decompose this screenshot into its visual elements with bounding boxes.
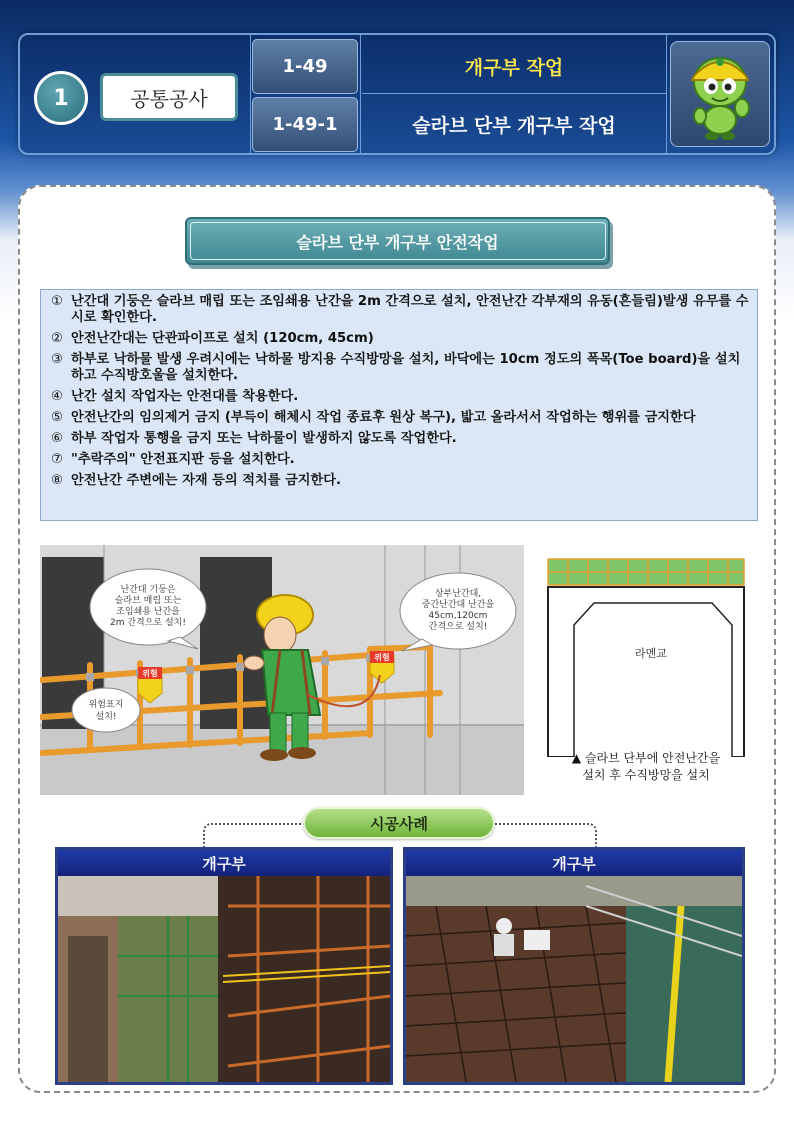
bubble-sign-line: 설치! bbox=[95, 712, 117, 722]
rule-text: 안전난간대는 단관파이프로 설치 (120cm, 45cm) bbox=[71, 331, 374, 346]
rahmen-bridge-diagram bbox=[534, 535, 758, 757]
danger-sign-label: 위험 bbox=[374, 653, 390, 662]
bubble-right-line: 상부난간대, bbox=[434, 589, 482, 599]
rule-text: 안전난간 주변에는 자재 등의 적치를 금지한다. bbox=[71, 473, 342, 488]
photo-title: 개구부 bbox=[406, 850, 742, 876]
bubble-sign-line: 위험표지 bbox=[88, 700, 124, 710]
worker-railing-drawing bbox=[40, 545, 524, 795]
rule-number: ① bbox=[51, 294, 63, 309]
diagram-caption-line: ▲ 슬라브 단부에 안전난간을 bbox=[571, 751, 721, 765]
safety-rules-list bbox=[40, 289, 758, 521]
railing-illustration bbox=[40, 545, 524, 795]
safety-rule-item bbox=[51, 352, 749, 384]
photo-image bbox=[58, 876, 390, 1082]
header-divider bbox=[666, 35, 667, 153]
rule-number: ⑦ bbox=[51, 452, 63, 467]
examples-label: 시공사례 bbox=[303, 807, 495, 839]
diagram-caption bbox=[534, 750, 758, 784]
page-subtitle: 슬라브 단부 개구부 작업 bbox=[412, 115, 616, 137]
rule-text: 하부 작업자 통행을 금지 또는 낙하물이 발생하지 않도록 작업한다. bbox=[71, 431, 457, 446]
bubble-left-line: 슬라브 매립 또는 bbox=[114, 596, 182, 606]
category-label: 공통공사 bbox=[100, 73, 238, 121]
diagram-label: 라멘교 bbox=[635, 647, 667, 660]
header-divider bbox=[250, 35, 251, 153]
rule-number: ③ bbox=[51, 352, 63, 367]
rule-text: 난간 설치 작업자는 안전대를 착용한다. bbox=[71, 389, 299, 404]
bridge-section-drawing bbox=[534, 535, 758, 757]
mascot-panel bbox=[670, 41, 770, 147]
construction-photo-left bbox=[58, 876, 390, 1082]
construction-photo-right bbox=[406, 876, 742, 1082]
bubble-right-line: 간격으로 설치! bbox=[428, 622, 488, 632]
rule-text: 안전난간의 임의제거 금지 (부득이 해체시 작업 종료후 원상 복구), 밟고 올라서서 작업하는 행위를 금지한다 bbox=[71, 410, 696, 425]
chapter-number-badge: 1 bbox=[34, 71, 88, 125]
bubble-right-line: 중간난간대 난간을 bbox=[421, 600, 495, 610]
section-title-box bbox=[185, 217, 610, 265]
bubble-left-line: 조임쇄용 난간을 bbox=[116, 607, 180, 617]
rule-text: 난간대 기둥은 슬라브 매립 또는 조임쇄용 난간을 2m 간격으로 설치, 안전난간 각부재의 유동(흔들림)발생 유무를 수시로 확인한다. bbox=[71, 294, 749, 325]
example-photo-1 bbox=[55, 847, 393, 1085]
rule-number: ⑧ bbox=[51, 473, 63, 488]
safety-rule-item bbox=[51, 389, 749, 405]
page-header bbox=[18, 33, 776, 155]
example-photo-2 bbox=[403, 847, 745, 1085]
rule-text: "추락주의" 안전표지판 등을 설치한다. bbox=[71, 452, 295, 467]
safety-rule-item bbox=[51, 431, 749, 447]
bubble-left-line: 2m 간격으로 설치! bbox=[110, 618, 186, 628]
header-divider bbox=[360, 35, 361, 153]
rule-text: 하부로 낙하물 발생 우려시에는 낙하물 방지용 수직방망을 설치, 바닥에는 10cm 정도의 폭목(Toe board)을 설치하고 수직방호울을 설치한다. bbox=[71, 352, 741, 383]
content-panel bbox=[18, 185, 776, 1093]
section-code-main: 1-49 bbox=[252, 39, 358, 94]
rule-number: ⑥ bbox=[51, 431, 63, 446]
diagram-caption-line: 설치 후 수직방망을 설치 bbox=[582, 768, 710, 782]
safety-rule-item bbox=[51, 473, 749, 489]
section-title: 슬라브 단부 개구부 안전작업 bbox=[190, 222, 606, 260]
photo-title: 개구부 bbox=[58, 850, 390, 876]
safety-rule-item bbox=[51, 410, 749, 426]
rule-number: ④ bbox=[51, 389, 63, 404]
safety-rule-item bbox=[51, 331, 749, 347]
bubble-left-line: 난간대 기둥은 bbox=[120, 585, 176, 595]
helmet-mascot-icon bbox=[678, 46, 762, 142]
danger-sign-label: 위험 bbox=[142, 669, 158, 678]
rule-number: ② bbox=[51, 331, 63, 346]
bubble-right-line: 45cm,120cm bbox=[428, 611, 488, 621]
section-code-sub: 1-49-1 bbox=[252, 97, 358, 152]
page-title: 개구부 작업 bbox=[362, 39, 666, 94]
rule-number: ⑤ bbox=[51, 410, 63, 425]
safety-rule-item bbox=[51, 294, 749, 326]
photo-image bbox=[406, 876, 742, 1082]
safety-rule-item bbox=[51, 452, 749, 468]
